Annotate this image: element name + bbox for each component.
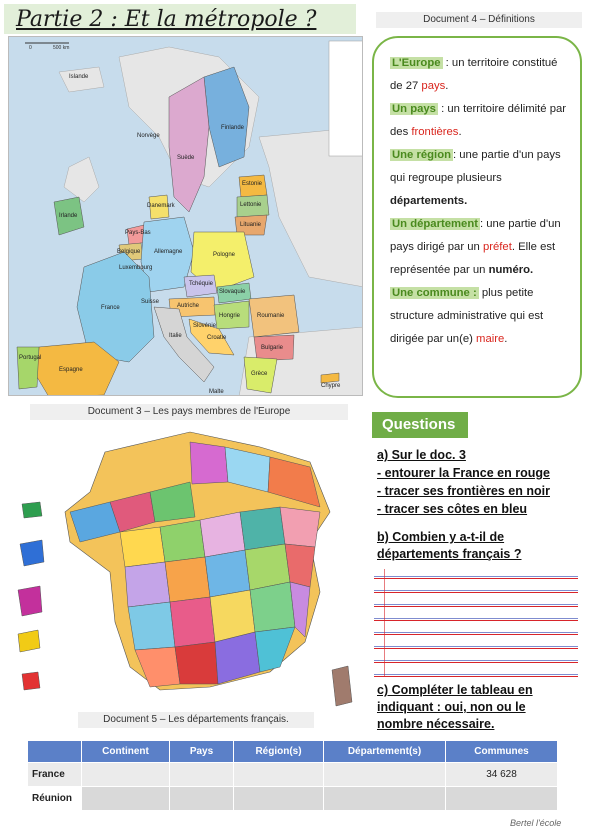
question-a-title: a) Sur le doc. 3	[377, 448, 466, 462]
table-cell-input[interactable]	[170, 787, 234, 811]
country-label: Lituanie	[240, 222, 262, 228]
term-europe: L'Europe	[392, 57, 441, 69]
table-cell-input[interactable]	[234, 787, 324, 811]
country-label: Estonie	[242, 181, 263, 187]
country-label: Malte	[209, 389, 224, 395]
definition-pays: Un pays : un territoire délimité par des frontières.	[390, 103, 567, 138]
country-label: Luxembourg	[119, 265, 153, 271]
france-map-drawing	[10, 422, 370, 707]
table-cell-input[interactable]	[170, 763, 234, 787]
definition-europe: L'Europe : un territoire constitué de 27 pays.	[390, 57, 558, 92]
country-label: Slovaquie	[219, 289, 246, 295]
answer-writing-lines[interactable]	[374, 569, 578, 677]
doc3-label: Document 3 – Les pays membres de l'Europe	[30, 404, 348, 420]
term-region: Une région	[392, 149, 451, 161]
table-row	[28, 763, 558, 787]
table-cell-input[interactable]	[234, 763, 324, 787]
questions-header: Questions	[372, 412, 468, 438]
country-label: Allemagne	[154, 249, 183, 255]
question-a-item: - tracer ses côtes en bleu	[377, 502, 528, 516]
page-title: Partie 2 : Et la métropole ?	[16, 7, 317, 32]
table-cell-input[interactable]	[324, 763, 446, 787]
country-label: Tchéquie	[189, 281, 214, 287]
map-scale: 500 km	[53, 45, 70, 51]
country-label: Portugal	[19, 355, 42, 361]
table-header-cell: Communes	[446, 741, 558, 763]
title-banner	[4, 4, 356, 34]
question-c-line: indiquant : oui, non ou le	[377, 700, 526, 714]
term-pays: Un pays	[392, 103, 436, 115]
country-label: Chypre	[321, 383, 341, 389]
term-departement: Un département	[392, 218, 478, 230]
table-header-cell	[28, 741, 82, 763]
table-cell-input[interactable]	[82, 763, 170, 787]
country-label: Grèce	[251, 371, 268, 377]
table-header-cell: Région(s)	[234, 741, 324, 763]
question-c-line: c) Compléter le tableau en	[377, 683, 533, 697]
country-label: Suisse	[141, 299, 160, 305]
row-label: France	[28, 763, 82, 787]
table-header-row	[28, 741, 558, 763]
definition-region: Une région : une partie d'un pays qui regroupe plusieurs départements.	[390, 149, 561, 207]
france-departments-map	[10, 422, 370, 707]
doc4-label: Document 4 – Définitions	[376, 12, 582, 28]
country-label: Espagne	[59, 367, 83, 373]
doc5-label: Document 5 – Les départements français.	[78, 712, 314, 728]
country-label: Norvège	[137, 133, 160, 139]
table-cell-input[interactable]	[82, 787, 170, 811]
question-a-item: - entourer la France en rouge	[377, 466, 550, 480]
country-label: Pologne	[213, 252, 236, 258]
country-label: Danemark	[147, 203, 175, 209]
footer-credit: Bertel l'école	[510, 818, 562, 828]
country-label: Lettonie	[240, 202, 262, 208]
table-header-cell: Pays	[170, 741, 234, 763]
country-label: Roumanie	[257, 313, 285, 319]
definitions-box	[372, 36, 582, 398]
country-label: Hongrie	[219, 313, 241, 319]
country-label: Bulgarie	[261, 345, 284, 351]
term-commune: Une commune :	[392, 287, 477, 299]
question-b-line: b) Combien y a-t-il de	[377, 530, 505, 544]
table-cell-communes[interactable]: 34 628	[446, 763, 558, 787]
table-header-cell: Département(s)	[324, 741, 446, 763]
country-label: Pays-Bas	[125, 230, 151, 236]
country-label: Islande	[69, 74, 89, 80]
europe-map	[8, 36, 363, 396]
country-label: Finlande	[221, 125, 245, 131]
row-label: Réunion	[28, 787, 82, 811]
country-label: Croatie	[207, 335, 227, 341]
country-label: France	[101, 305, 120, 311]
definition-departement: Un département : une partie d'un pays dirigé par un préfet. Elle est représentée par un numéro.	[390, 218, 561, 276]
country-label: Slovénie	[193, 323, 217, 329]
country-label: Autriche	[177, 303, 200, 309]
definition-commune: Une commune : plus petite structure administrative qui est dirigée par un(e) maire.	[390, 287, 544, 345]
question-c-line: nombre nécessaire.	[377, 717, 495, 731]
question-b-line: départements français ?	[377, 547, 522, 561]
answer-table	[27, 740, 558, 811]
country-label: Suède	[177, 155, 195, 161]
country-label: Italie	[169, 333, 182, 339]
svg-text:0: 0	[29, 45, 32, 51]
country-label: Irlande	[59, 213, 78, 219]
table-cell-input[interactable]	[324, 787, 446, 811]
country-label: Belgique	[117, 249, 141, 255]
question-a-item: - tracer ses frontières en noir	[377, 484, 550, 498]
table-cell-input[interactable]	[446, 787, 558, 811]
table-header-cell: Continent	[82, 741, 170, 763]
table-row	[28, 787, 558, 811]
